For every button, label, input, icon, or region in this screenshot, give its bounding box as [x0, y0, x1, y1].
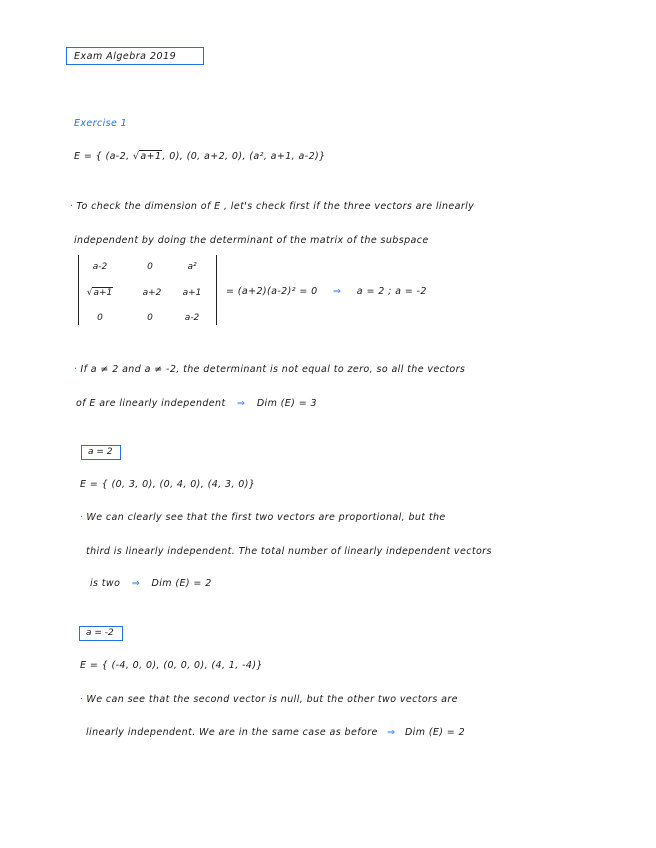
- para2-line1-text: If a ≠ 2 and a ≠ -2, the determinant is not equal to zero, so all the vectors: [80, 364, 466, 375]
- case1-line3-post: Dim (E) = 2: [151, 578, 212, 589]
- matrix-cell: 0: [97, 313, 103, 323]
- arrow-icon: ⇒: [237, 398, 246, 409]
- set-definition: [74, 151, 326, 162]
- sqrt-symbol: √: [132, 151, 140, 162]
- set-def-suffix: , 0), (0, a+2, 0), (a², a+1, a-2)}: [162, 151, 326, 162]
- case-1-line-3: [90, 578, 212, 589]
- arrow-icon: ⇒: [387, 727, 396, 738]
- matrix-cell: a-2: [184, 313, 200, 323]
- paragraph-2-line-1: [74, 364, 465, 375]
- matrix-cell: 0: [147, 262, 153, 272]
- case-2-set: E = { (-4, 0, 0), (0, 0, 0), (4, 1, -4)}: [80, 660, 263, 671]
- matrix-cell: a-2: [92, 262, 108, 272]
- para1-line1-text: To check the dimension of E , let's check first if the three vectors are linearly: [76, 201, 475, 212]
- exercise-label: Exercise 1: [74, 118, 128, 129]
- matrix-cell-sqrt: [82, 288, 118, 298]
- paragraph-1-line-1: [70, 201, 474, 212]
- matrix-sqrt-text: a+1: [93, 288, 113, 298]
- case1-line1-text: We can clearly see that the first two vectors are proportional, but the: [86, 512, 446, 523]
- case-1-label: a = 2: [88, 447, 113, 457]
- case-2-label: a = -2: [86, 628, 114, 638]
- matrix-cell: a²: [187, 262, 197, 272]
- title-box: [66, 47, 204, 65]
- case2-line2-post: Dim (E) = 2: [404, 727, 466, 738]
- case2-line2-pre: linearly independent. We are in the same case as before: [86, 727, 378, 738]
- matrix-right-bar: [216, 255, 217, 325]
- matrix-left-bar: [78, 255, 79, 325]
- case-1-line-2: third is linearly independent. The total number of linearly independent vectors: [86, 546, 492, 557]
- case-2-label-box: [79, 626, 123, 641]
- case-2-line-2: [86, 727, 465, 738]
- matrix-cell: 0: [147, 313, 153, 323]
- paragraph-1-line-2: independent by doing the determinant of the matrix of the subspace: [74, 235, 429, 246]
- matrix-cell: a+1: [182, 288, 202, 298]
- set-def-prefix: E = { (a-2,: [74, 151, 133, 162]
- paragraph-2-line-2: [76, 398, 317, 409]
- case2-line1-text: We can see that the second vector is null, but the other two vectors are: [86, 694, 458, 705]
- bullet-icon: ·: [80, 694, 84, 705]
- case-2-line-1: [80, 694, 458, 705]
- set-def-sqrt: a+1: [140, 151, 162, 162]
- equation-text: = (a+2)(a-2)² = 0: [226, 286, 318, 297]
- sqrt-symbol: √: [86, 288, 93, 298]
- case-1-line-1: [80, 512, 446, 523]
- bullet-icon: ·: [70, 201, 74, 212]
- arrow-icon: ⇒: [333, 286, 342, 297]
- case-1-label-box: [81, 445, 121, 460]
- page-title: Exam Algebra 2019: [74, 51, 177, 62]
- determinant-equation: [226, 286, 427, 297]
- roots-text: a = 2 ; a = -2: [356, 286, 427, 297]
- para2-line2-pre: of E are linearly independent: [76, 398, 226, 409]
- case1-line3-pre: is two: [90, 578, 121, 589]
- para2-line2-post: Dim (E) = 3: [256, 398, 317, 409]
- matrix-cell: a+2: [142, 288, 162, 298]
- bullet-icon: ·: [74, 364, 78, 375]
- arrow-icon: ⇒: [131, 578, 141, 589]
- bullet-icon: ·: [80, 512, 84, 523]
- case-1-set: E = { (0, 3, 0), (0, 4, 0), (4, 3, 0)}: [80, 479, 256, 490]
